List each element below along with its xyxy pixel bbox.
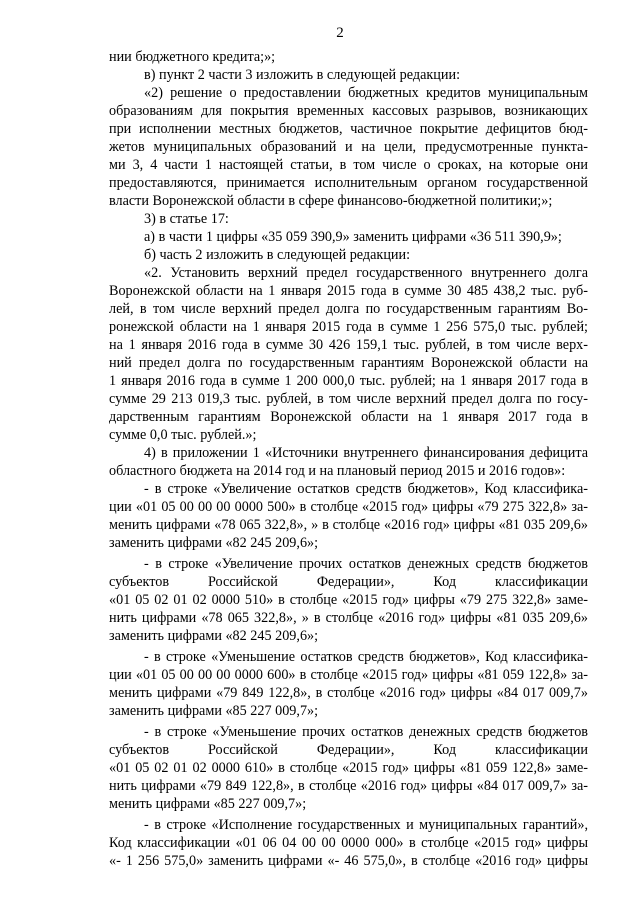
text-line: жетов муниципальных образований и на цели, предусмотренные пункта- [109,139,588,155]
text-line: ний предел долга по государственным гарантиям Воронежской области на [109,355,588,371]
text-line: лей, в том числе верхний предел долга по государственным гарантиям Во- [109,301,588,317]
text-line: нить цифрами «78 065 322,8», » в столбце «2016 год» цифры «81 035 209,6» [109,610,588,626]
text-line: сумме 29 213 019,3 тыс. рублей, в том числе верхний предел долга по госу- [109,391,588,407]
text-line: - в строке «Исполнение государственных и муниципальных гарантий», [144,817,588,833]
page-number: 2 [336,25,344,41]
text-line: заменить цифрами «82 245 209,6»; [109,535,319,551]
text-line: «01 05 02 01 02 0000 610» в столбце «2015 год» цифры «81 059 122,8» заме- [109,760,588,776]
text-line: нии бюджетного кредита;»; [109,49,276,65]
document-body [109,48,588,870]
text-line: сумме 0,0 тыс. рублей.»; [109,427,257,443]
text-line: ции «01 05 00 00 00 0000 600» в столбце «2015 год» цифры «81 059 122,8» за- [109,667,588,683]
text-line: субъектов Российской Федерации», Код классификации [109,574,588,590]
text-line: ронежской области на 1 января 2015 года в сумме 1 256 575,0 тыс. рублей; [109,319,588,335]
text-line: на 1 января 2016 года в сумме 30 426 159,1 тыс. рублей, в том числе верх- [109,337,588,353]
text-line: менить цифрами «85 227 009,7»; [109,796,307,812]
text-line: областного бюджета на 2014 год и на плановый период 2015 и 2016 годов»: [109,463,566,479]
text-line: Воронежской области на 1 января 2015 года в сумме 30 485 438,2 тыс. руб- [109,283,588,299]
text-line: - в строке «Уменьшение прочих остатков денежных средств бюджетов [144,724,588,740]
text-line: субъектов Российской Федерации», Код классификации [109,742,588,758]
text-line: образованиям для покрытия временных кассовых разрывов, возникающих [109,103,588,119]
text-line: а) в части 1 цифры «35 059 390,9» заменить цифрами «36 511 390,9»; [144,229,562,245]
text-line: - в строке «Увеличение прочих остатков денежных средств бюджетов [144,556,588,572]
text-line: - в строке «Увеличение остатков средств бюджетов», Код классифика- [144,481,588,497]
text-line: ции «01 05 00 00 00 0000 500» в столбце «2015 год» цифры «79 275 322,8» за- [109,499,588,515]
text-line: 1 января 2016 года в сумме 1 200 000,0 тыс. рублей; на 1 января 2017 года в [109,373,588,389]
text-line: «- 1 256 575,0» заменить цифрами «- 46 575,0», в столбце «2016 год» цифры [109,853,588,869]
text-line: дарственным гарантиям Воронежской области на 1 января 2017 года в [109,409,588,425]
text-line: в) пункт 2 части 3 изложить в следующей редакции: [144,67,461,83]
text-line: менить цифрами «79 849 122,8», в столбце «2016 год» цифры «84 017 009,7» [109,685,588,701]
text-line: 4) в приложении 1 «Источники внутреннего финансирования дефицита [144,445,588,461]
text-line: «01 05 02 01 02 0000 510» в столбце «2015 год» цифры «79 275 322,8» заме- [109,592,588,608]
text-line: - в строке «Уменьшение остатков средств бюджетов», Код классифика- [144,649,588,665]
text-line: заменить цифрами «85 227 009,7»; [109,703,319,719]
text-line: власти Воронежской области в сфере финансово-бюджетной политики;»; [109,193,553,209]
text-line: заменить цифрами «82 245 209,6»; [109,628,319,644]
text-line: нить цифрами «79 849 122,8», в столбце «2016 год» цифры «84 017 009,7» за- [109,778,588,794]
text-line: 3) в статье 17: [144,211,229,227]
text-line: ми 3, 4 части 1 настоящей статьи, в том числе о сроках, на которые они [109,157,588,173]
text-line: б) часть 2 изложить в следующей редакции: [144,247,411,263]
text-line: «2) решение о предоставлении бюджетных кредитов муниципальным [144,85,588,101]
text-line: менить цифрами «78 065 322,8», » в столбце «2016 год» цифры «81 035 209,6» [109,517,588,533]
text-line: Код классификации «01 06 04 00 00 0000 000» в столбце «2015 год» цифры [109,835,588,851]
text-line: при исполнении местных бюджетов, частичное покрытие дефицитов бюд- [109,121,588,137]
text-line: «2. Установить верхний предел государственного внутреннего долга [144,265,588,281]
text-line: предоставляются, принимается исполнительным органом государственной [109,175,588,191]
